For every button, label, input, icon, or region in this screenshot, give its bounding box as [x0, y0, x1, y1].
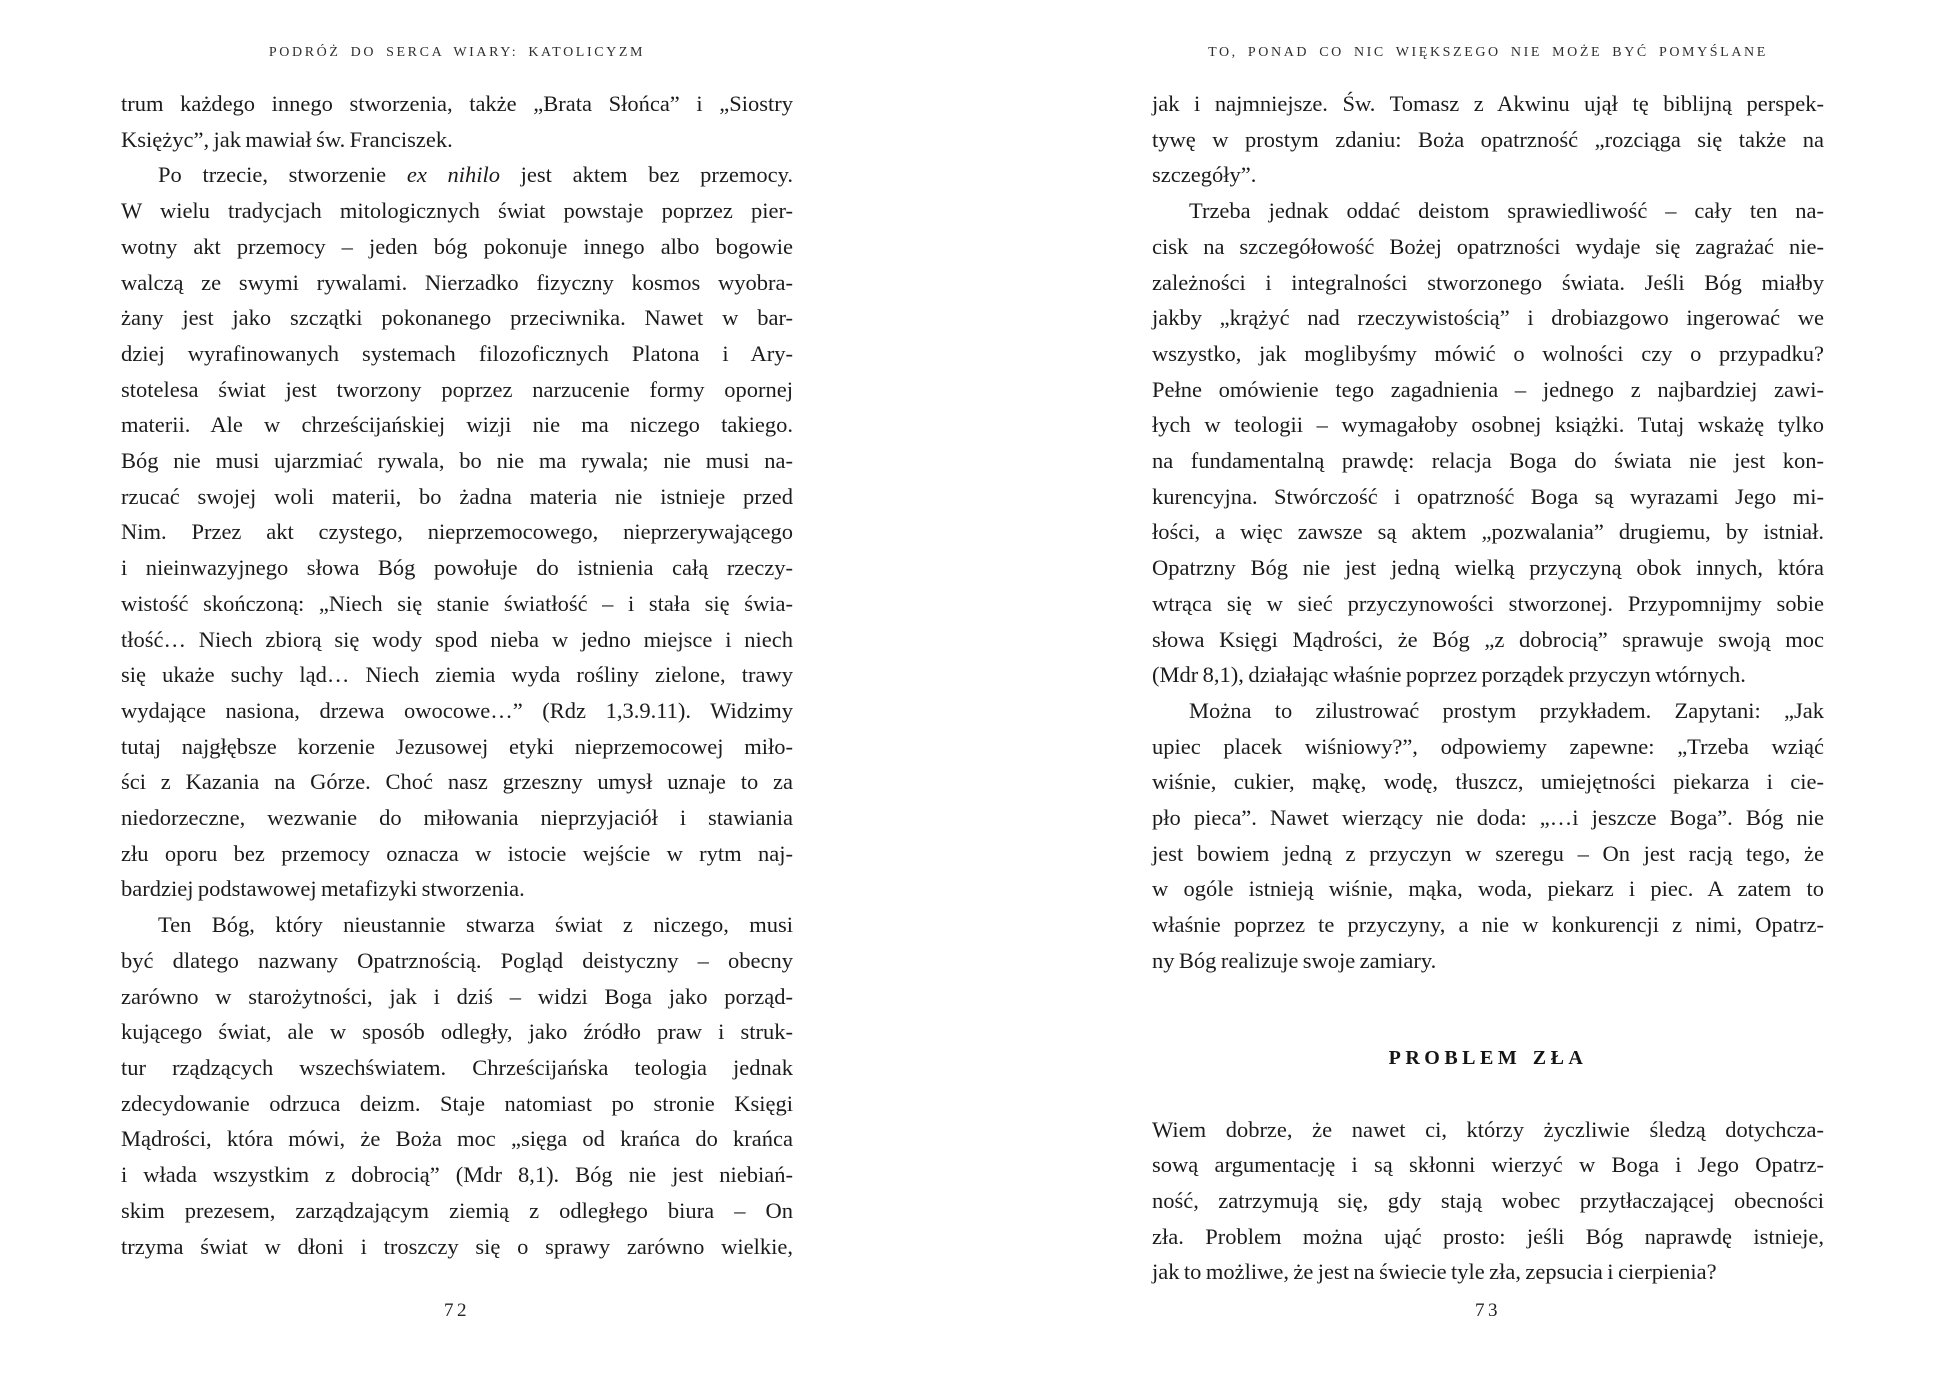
page-number-right: 73: [1475, 1300, 1501, 1321]
text-line: wistość skończoną: „Niech się stanie światłość – i stała się świa-: [121, 590, 793, 616]
text-line: tur rządzących wszechświatem. Chrześcijańska teologia jednak: [121, 1054, 793, 1080]
text-line: właśnie poprzez te przyczyny, a nie w konkurencji z nimi, Opatrz-: [1152, 912, 1824, 938]
text-line: łości, a więc zawsze są aktem „pozwalania” drugiemu, by istniał.: [1152, 519, 1824, 545]
text-line: i włada wszystkim z dobrocią” (Mdr 8,1). Bóg nie jest niebiań-: [121, 1162, 793, 1188]
section-heading: PROBLEM ZŁA: [1388, 1046, 1588, 1069]
text-line: sową argumentację i są skłonni wierzyć w Boga i Jego Opatrz-: [1152, 1152, 1824, 1178]
text-line: materii. Ale w chrześcijańskiej wizji nie ma niczego takiego.: [121, 412, 793, 438]
text-line: jest bowiem jedną z przyczyn w szeregu – On jest racją tego, że: [1152, 840, 1824, 866]
text-line: (Mdr 8,1), działając właśnie poprzez porządek przyczyn wtórnych.: [1152, 662, 1746, 688]
text-line: Pełne omówienie tego zagadnienia – jednego z najbardziej zawi-: [1152, 376, 1824, 402]
right-page-body: [1152, 86, 1824, 1290]
text-line: złu oporu bez przemocy oznacza w istocie wejście w rytm naj-: [121, 840, 793, 866]
text-line: jak i najmniejsze. Św. Tomasz z Akwinu ujął tę biblijną perspek-: [1152, 91, 1824, 116]
text-line: kurencyjna. Stwórczość i opatrzność Boga są wyrazami Jego mi-: [1152, 483, 1824, 509]
text-line: cisk na szczegółowość Bożej opatrzności wydaje się zagrażać nie-: [1152, 233, 1824, 259]
text-line: stotelesa świat jest tworzony poprzez narzucenie formy opornej: [121, 376, 793, 402]
text-line: Ten Bóg, który nieustannie stwarza świat z niczego, musi: [158, 912, 793, 938]
text-line: wydające nasiona, drzewa owocowe…” (Rdz 1,3.9.11). Widzimy: [121, 697, 793, 723]
text-line: Bóg nie musi ujarzmiać rywala, bo nie ma rywala; nie musi na-: [121, 448, 793, 474]
text-line: wszystko, jak moglibyśmy mówić o wolności czy o przypadku?: [1152, 340, 1824, 366]
left-page: [121, 0, 793, 1388]
text-line: ność, zatrzymują się, gdy stają wobec przytłaczającej obecności: [1152, 1187, 1824, 1213]
text-line: jak to możliwe, że jest na świecie tyle zła, zepsucia i cierpienia?: [1152, 1259, 1717, 1285]
text-line: trum każdego innego stworzenia, także „Brata Słońca” i „Siostry: [121, 91, 793, 116]
text-line: tłość… Niech zbiorą się wody spod nieba w jedno miejsce i niech: [121, 626, 793, 652]
text-line: tywę w prostym zdaniu: Boża opatrzność „rozciąga się także na: [1152, 126, 1824, 152]
text-line: na fundamentalną prawdę: relacja Boga do świata nie jest kon-: [1152, 448, 1824, 474]
left-page-body: [121, 86, 793, 1264]
text-line: i nieinwazyjnego słowa Bóg powołuje do istnienia całą rzeczy-: [121, 555, 793, 581]
text-line: pło pieca”. Nawet wierzący nie doda: „…i jeszcze Boga”. Bóg nie: [1152, 805, 1824, 831]
text-line: rzucać swojej woli materii, bo żadna materia nie istnieje przed: [121, 483, 793, 509]
running-header-left: PODRÓŻ DO SERCA WIARY: KATOLICYZM: [268, 45, 646, 60]
text-line: Opatrzny Bóg nie jest jedną wielką przyczyną obok innych, która: [1152, 555, 1824, 581]
text-line: W wielu tradycjach mitologicznych świat powstaje poprzez pier-: [121, 198, 793, 224]
text-line: zdecydowanie odrzuca deizm. Staje natomiast po stronie Księgi: [121, 1090, 793, 1116]
text-line: wtrąca się w sieć przyczynowości stworzonej. Przypomnijmy sobie: [1152, 590, 1824, 616]
text-line: być dlatego nazwany Opatrznością. Pogląd deistyczny – obecny: [121, 947, 793, 973]
text-line: wotny akt przemocy – jeden bóg pokonuje innego albo bogowie: [121, 233, 793, 259]
text-line: Po trzecie, stworzenie ex nihilo jest aktem bez przemocy.: [158, 162, 793, 188]
text-line: bardziej podstawowej metafizyki stworzenia.: [121, 876, 525, 902]
text-line: jakby „krążyć nad rzeczywistością” i drobiazgowo ingerować we: [1152, 305, 1824, 331]
text-line: Można to zilustrować prostym przykładem. Zapytani: „Jak: [1189, 697, 1824, 723]
text-line: szczegóły”.: [1152, 162, 1257, 188]
text-line: Nim. Przez akt czystego, nieprzemocowego, nieprzerywającego: [121, 519, 793, 545]
text-line: ny Bóg realizuje swoje zamiary.: [1152, 947, 1437, 973]
text-line: upiec placek wiśniowy?”, odpowiemy zapewne: „Trzeba wziąć: [1152, 733, 1824, 759]
text-line: zła. Problem można ująć prosto: jeśli Bóg naprawdę istnieje,: [1152, 1223, 1824, 1249]
text-line: ści z Kazania na Górze. Choć nasz grzeszny umysł uznaje to za: [121, 769, 793, 795]
text-line: słowa Księgi Mądrości, że Bóg „z dobrocią” sprawuje swoją moc: [1152, 626, 1824, 652]
text-line: dziej wyrafinowanych systemach filozoficznych Platona i Ary-: [121, 340, 793, 366]
text-line: Mądrości, która mówi, że Boża moc „sięga od krańca do krańca: [121, 1126, 793, 1152]
text-line: walczą ze swymi rywalami. Nierzadko fizyczny kosmos wyobra-: [121, 269, 793, 295]
running-header-right: TO, PONAD CO NIC WIĘKSZEGO NIE MOŻE BYĆ POMYŚLANE: [1208, 45, 1768, 60]
text-line: trzyma świat w dłoni i troszczy się o sprawy zarówno wielkie,: [121, 1233, 793, 1259]
text-line: skim prezesem, zarządzającym ziemią z odległego biura – On: [121, 1197, 793, 1223]
text-line: Księżyc”, jak mawiał św. Franciszek.: [121, 126, 453, 152]
right-page: [1152, 0, 1824, 1388]
page-number-left: 72: [444, 1300, 470, 1321]
text-line: zarówno w starożytności, jak i dziś – widzi Boga jako porząd-: [121, 983, 793, 1009]
text-line: zależności i integralności stworzonego świata. Jeśli Bóg miałby: [1152, 269, 1824, 295]
text-line: w ogóle istnieją wiśnie, mąka, woda, piekarz i piec. A zatem to: [1152, 876, 1824, 902]
text-line: łych w teologii – wymagałoby osobnej książki. Tutaj wskażę tylko: [1152, 412, 1824, 438]
text-line: niedorzeczne, wezwanie do miłowania nieprzyjaciół i stawiania: [121, 805, 793, 831]
text-line: żany jest jako szczątki pokonanego przeciwnika. Nawet w bar-: [121, 305, 793, 331]
text-line: wiśnie, cukier, mąkę, wodę, tłuszcz, umiejętności piekarza i cie-: [1152, 769, 1824, 795]
text-line: kującego świat, ale w sposób odległy, jako źródło praw i struk-: [121, 1019, 793, 1045]
text-line: Wiem dobrze, że nawet ci, którzy życzliwie śledzą dotychcza-: [1152, 1116, 1824, 1142]
text-line: Trzeba jednak oddać deistom sprawiedliwość – cały ten na-: [1189, 198, 1824, 224]
text-line: tutaj najgłębsze korzenie Jezusowej etyki nieprzemocowej miło-: [121, 733, 793, 759]
text-line: się ukaże suchy ląd… Niech ziemia wyda rośliny zielone, trawy: [121, 662, 793, 688]
